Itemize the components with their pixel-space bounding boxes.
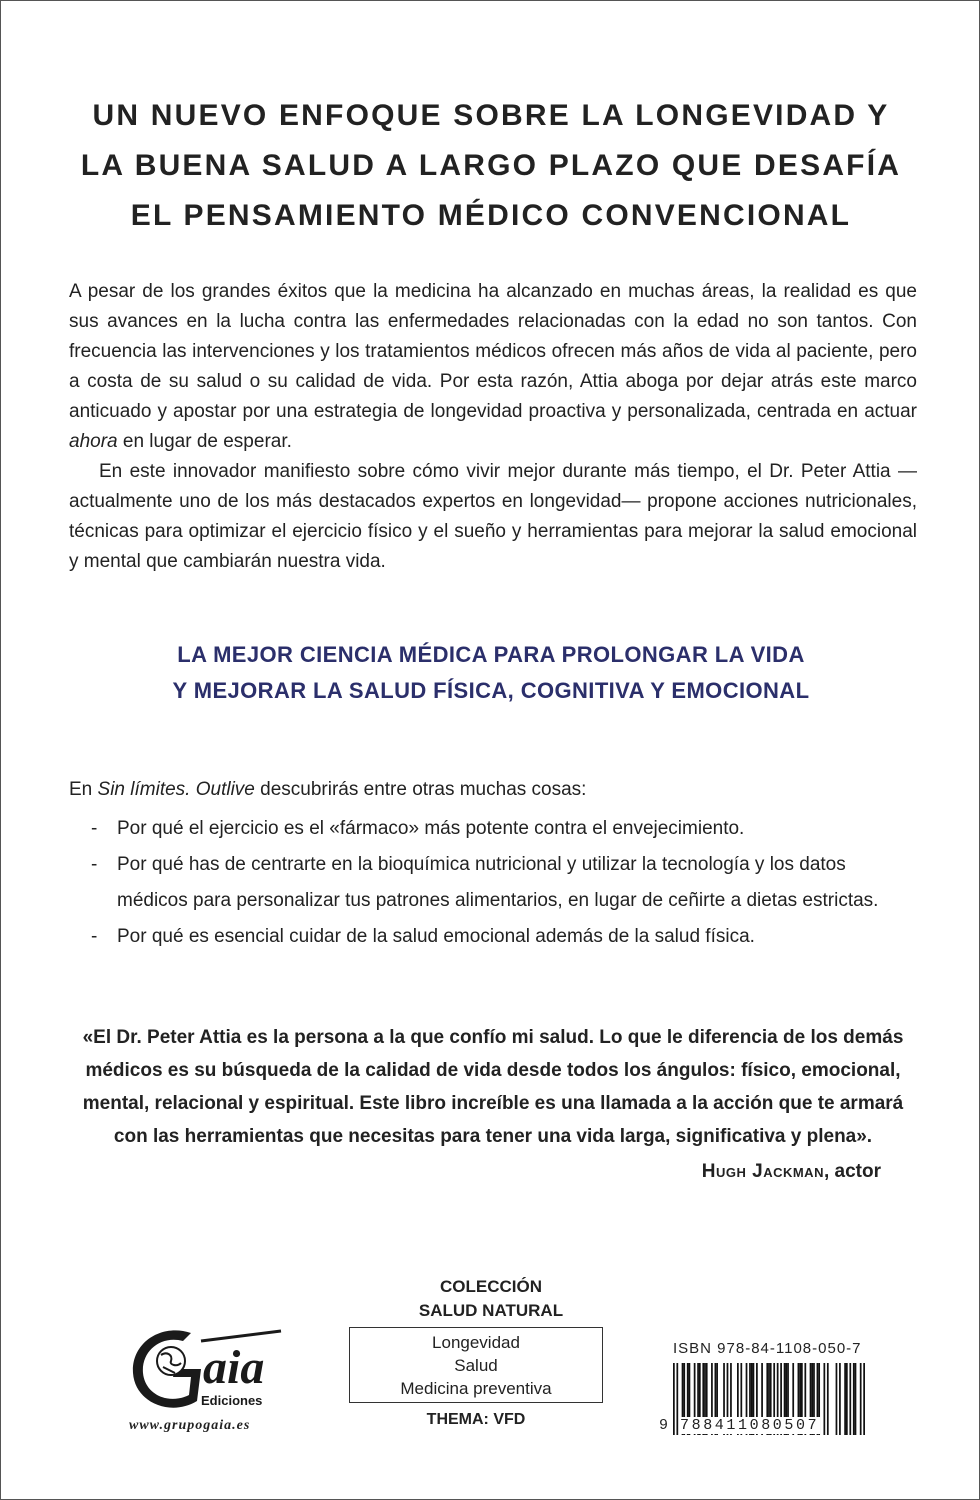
barcode-bar	[823, 1363, 825, 1435]
thema-code: THEMA: VFD	[426, 1411, 526, 1428]
synopsis	[69, 277, 917, 577]
barcode-digit-group: 788411080507	[680, 1417, 820, 1434]
list-dash: -	[91, 818, 98, 839]
list-item: - Por qué el ejercicio es el «fármaco» más potente contra el envejecimiento.	[91, 811, 917, 847]
barcode-bar	[860, 1363, 862, 1435]
barcode-bar	[863, 1363, 865, 1435]
headline	[61, 91, 921, 241]
headline-line: LA BUENA SALUD A LARGO PLAZO QUE DESAFÍA	[80, 149, 902, 182]
subheadline-line: Y MEJORAR LA SALUD FÍSICA, COGNITIVA Y EMOCIONAL	[172, 678, 810, 703]
barcode-bar	[673, 1363, 675, 1435]
headline-line: EL PENSAMIENTO MÉDICO CONVENCIONAL	[130, 199, 852, 232]
list-dash: -	[91, 854, 98, 875]
barcode-bar	[827, 1363, 829, 1435]
endorsement-quote	[69, 1021, 917, 1153]
emphasis: ahora	[69, 431, 118, 452]
quote-line: mental, relacional y espiritual. Este libro increíble es una llamada a la acción que te armará	[82, 1093, 904, 1114]
subject-box	[349, 1327, 603, 1403]
barcode-first-digit: 9	[659, 1417, 669, 1434]
isbn-label: ISBN 978-84-1108-050-7	[673, 1340, 862, 1357]
barcode-bar	[844, 1363, 846, 1435]
barcode-bar	[853, 1363, 855, 1435]
barcode-bar	[676, 1363, 678, 1435]
list-dash: -	[91, 926, 98, 947]
list-intro: En Sin límites. Outlive descubrirás entre otras muchas cosas:	[69, 779, 587, 800]
subject: Salud	[454, 1356, 498, 1375]
publisher-url[interactable]: www.grupogaia.es	[129, 1418, 251, 1433]
book-title: Sin límites. Outlive	[97, 779, 255, 800]
quote-attribution	[702, 1161, 881, 1183]
attribution-name: Hugh Jackman	[701, 1161, 824, 1182]
barcode-bar	[836, 1363, 838, 1435]
quote-line: con las herramientas que necesitas para tener una vida larga, significativa y plena».	[113, 1126, 873, 1147]
list-item: - Por qué has de centrarte en la bioquímica nutricional y utilizar la tecnología y los datos médicos para personalizar tus patrones alimentarios, en lugar de ceñirte a dietas estrictas.	[91, 847, 917, 919]
quote-line: médicos es su búsqueda de la calidad de vida desde todos los ángulos: físico, emocional,	[85, 1060, 901, 1081]
collection-label: COLECCIÓN SALUD NATURAL	[418, 1277, 564, 1320]
list-item: - Por qué es esencial cuidar de la salud emocional además de la salud física.	[91, 919, 917, 955]
logo-wordmark: aia	[203, 1341, 265, 1394]
feature-list	[91, 811, 917, 955]
barcode-bar	[855, 1363, 857, 1435]
quote-line: «El Dr. Peter Attia es la persona a la que confío mi salud. Lo que le diferencia de los demás	[82, 1027, 904, 1048]
barcode-bar	[849, 1363, 851, 1435]
barcode-bar	[839, 1363, 841, 1435]
subject: Longevidad	[432, 1333, 520, 1352]
synopsis-paragraph-2: En este innovador manifiesto sobre cómo vivir mejor durante más tiempo, el Dr. Peter Attia —actualmente uno de los más destacados expertos en longevidad— propone acciones nutricionales, técnicas para optimizar el ejercicio físico y el sueño y herramientas para mejorar la salud emocional y mental que cambiarán nuestra vida.	[69, 461, 917, 572]
headline-line: UN NUEVO ENFOQUE SOBRE LA LONGEVIDAD Y	[92, 99, 890, 132]
gaia-logo-icon	[131, 1321, 301, 1411]
subheadline-line: LA MEJOR CIENCIA MÉDICA PARA PROLONGAR LA VIDA	[177, 642, 805, 667]
barcode-bar	[846, 1363, 848, 1435]
subheadline	[61, 637, 921, 709]
logo-subtitle: Ediciones	[201, 1393, 263, 1408]
attribution-role: , actor	[823, 1161, 881, 1182]
synopsis-paragraph-1: A pesar de los grandes éxitos que la medicina ha alcanzado en muchas áreas, la realidad es que sus avances en la lucha contra las enfermedades relacionadas con la edad no son tantos. Con frecuencia las intervenciones y los tratamientos médicos ofrecen más años de vida al paciente, pero a costa de su salud o su calidad de vida. Por esta razón, Attia aboga por dejar atrás este marco anticuado y apostar por una estrategia de longevidad proactiva y personalizada, centrada en actuar ahora en lugar de esperar.	[69, 281, 917, 452]
subject: Medicina preventiva	[400, 1379, 552, 1398]
